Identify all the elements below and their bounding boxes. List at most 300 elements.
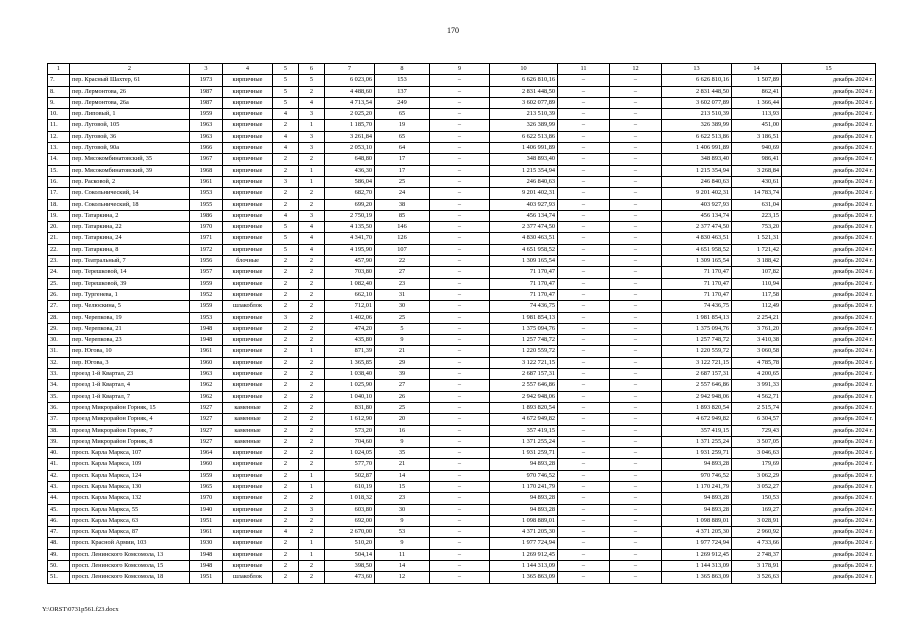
table-cell: – bbox=[558, 380, 610, 391]
table-cell: 1 bbox=[299, 549, 325, 560]
table-cell: – bbox=[610, 301, 662, 312]
table-cell: кирпичные bbox=[223, 459, 273, 470]
table-cell: 430,61 bbox=[732, 176, 782, 187]
table-cell: 5 bbox=[273, 222, 299, 233]
table-cell: 456 134,74 bbox=[490, 210, 558, 221]
table-cell: 1965 bbox=[190, 481, 223, 492]
table-cell: кирпичные bbox=[223, 97, 273, 108]
table-cell: 2 377 474,50 bbox=[662, 222, 732, 233]
table-cell: пер. Липовый, 1 bbox=[70, 109, 190, 120]
table-cell: проезд Микрорайон Горняк, 7 bbox=[70, 425, 190, 436]
table-cell: 74 436,75 bbox=[490, 301, 558, 312]
table-cell: 2 bbox=[299, 199, 325, 210]
table-cell: 5 bbox=[273, 75, 299, 86]
page-number: 170 bbox=[447, 26, 459, 35]
table-cell: декабрь 2024 г. bbox=[782, 572, 876, 583]
table-cell: 703,80 bbox=[325, 267, 375, 278]
table-row bbox=[48, 222, 876, 233]
table-row bbox=[48, 154, 876, 165]
table-cell: – bbox=[558, 335, 610, 346]
table-cell: 1 365,85 bbox=[325, 357, 375, 368]
table-cell: 2 bbox=[299, 515, 325, 526]
table-cell: декабрь 2024 г. bbox=[782, 335, 876, 346]
table-cell: 2 bbox=[299, 289, 325, 300]
table-cell: 1966 bbox=[190, 143, 223, 154]
table-cell: 326 389,99 bbox=[490, 120, 558, 131]
table-cell: 4 bbox=[299, 97, 325, 108]
table-cell: 1961 bbox=[190, 527, 223, 538]
table-row bbox=[48, 527, 876, 538]
table-cell: 1 082,40 bbox=[325, 278, 375, 289]
table-cell: 2 bbox=[299, 335, 325, 346]
table-cell: просп. Карла Маркса, 87 bbox=[70, 527, 190, 538]
table-cell: декабрь 2024 г. bbox=[782, 188, 876, 199]
table-cell: 3 bbox=[273, 312, 299, 323]
table-cell: – bbox=[610, 86, 662, 97]
table-cell: 31 bbox=[375, 289, 430, 300]
table-cell: 24 bbox=[375, 188, 430, 199]
table-cell: – bbox=[558, 256, 610, 267]
table-row bbox=[48, 131, 876, 142]
table-cell: 2 831 448,50 bbox=[490, 86, 558, 97]
table-cell: 1 893 820,54 bbox=[662, 402, 732, 413]
table-cell: – bbox=[558, 97, 610, 108]
table-cell: 27 bbox=[375, 380, 430, 391]
table-cell: 51. bbox=[48, 572, 70, 583]
table-cell: 85 bbox=[375, 210, 430, 221]
table-cell: 631,04 bbox=[732, 199, 782, 210]
table-cell: 1 309 165,54 bbox=[662, 256, 732, 267]
table-cell: 6 626 810,16 bbox=[662, 75, 732, 86]
table-cell: 38. bbox=[48, 425, 70, 436]
table-cell: 153 bbox=[375, 75, 430, 86]
table-cell: 9 bbox=[375, 335, 430, 346]
table-cell: 23 bbox=[375, 493, 430, 504]
table-row bbox=[48, 233, 876, 244]
table-cell: 9 bbox=[375, 515, 430, 526]
table-cell: декабрь 2024 г. bbox=[782, 165, 876, 176]
table-cell: – bbox=[430, 436, 490, 447]
table-cell: 435,80 bbox=[325, 335, 375, 346]
table-cell: 35. bbox=[48, 391, 70, 402]
table-cell: 2 831 448,50 bbox=[662, 86, 732, 97]
table-cell: 179,69 bbox=[732, 459, 782, 470]
table-cell: 27 bbox=[375, 267, 430, 278]
table-cell: 1959 bbox=[190, 278, 223, 289]
table-cell: 38 bbox=[375, 199, 430, 210]
table-cell: 6 626 810,16 bbox=[490, 75, 558, 86]
table-cell: 2 bbox=[299, 572, 325, 583]
table-cell: просп. Карла Маркса, 107 bbox=[70, 448, 190, 459]
table-cell: – bbox=[430, 154, 490, 165]
table-cell: 3 bbox=[299, 131, 325, 142]
housing-table bbox=[47, 63, 876, 584]
table-row bbox=[48, 391, 876, 402]
table-cell: – bbox=[558, 572, 610, 583]
column-header: 6 bbox=[299, 64, 325, 75]
table-cell: кирпичные bbox=[223, 176, 273, 187]
table-cell: 1952 bbox=[190, 289, 223, 300]
table-cell: – bbox=[610, 289, 662, 300]
table-cell: 4 651 958,52 bbox=[490, 244, 558, 255]
table-cell: 19. bbox=[48, 210, 70, 221]
table-cell: кирпичные bbox=[223, 165, 273, 176]
table-cell: кирпичные bbox=[223, 504, 273, 515]
table-cell: – bbox=[610, 97, 662, 108]
table-cell: 12. bbox=[48, 131, 70, 142]
table-cell: – bbox=[430, 549, 490, 560]
table-cell: 15. bbox=[48, 165, 70, 176]
table-cell: 223,15 bbox=[732, 210, 782, 221]
table-cell: 3 062,29 bbox=[732, 470, 782, 481]
table-cell: 42. bbox=[48, 470, 70, 481]
table-cell: – bbox=[558, 188, 610, 199]
table-cell: 1 098 889,01 bbox=[662, 515, 732, 526]
table-cell: – bbox=[430, 222, 490, 233]
table-row bbox=[48, 188, 876, 199]
table-row bbox=[48, 448, 876, 459]
table-cell: 610,19 bbox=[325, 481, 375, 492]
table-row bbox=[48, 369, 876, 380]
table-cell: 94 893,28 bbox=[662, 493, 732, 504]
table-cell: 1 220 559,72 bbox=[490, 346, 558, 357]
table-cell: 3 122 721,15 bbox=[662, 357, 732, 368]
table-cell: 1 098 889,01 bbox=[490, 515, 558, 526]
table-cell: декабрь 2024 г. bbox=[782, 289, 876, 300]
table-row bbox=[48, 380, 876, 391]
table-cell: декабрь 2024 г. bbox=[782, 357, 876, 368]
table-cell: 1963 bbox=[190, 369, 223, 380]
table-cell: 2 557 646,86 bbox=[662, 380, 732, 391]
table-cell: 249 bbox=[375, 97, 430, 108]
table-cell: 1964 bbox=[190, 448, 223, 459]
table-cell: 213 510,39 bbox=[490, 109, 558, 120]
table-cell: 2 bbox=[273, 470, 299, 481]
table-cell: проезд Микрорайон Горняк, 8 bbox=[70, 436, 190, 447]
table-cell: 8. bbox=[48, 86, 70, 97]
table-cell: пер. Мясокомбинатовский, 39 bbox=[70, 165, 190, 176]
table-cell: 65 bbox=[375, 109, 430, 120]
table-cell: 577,70 bbox=[325, 459, 375, 470]
table-cell: 504,14 bbox=[325, 549, 375, 560]
table-cell: 6 304,57 bbox=[732, 414, 782, 425]
table-cell: 11 bbox=[375, 549, 430, 560]
table-cell: пер. Сокольнический, 14 bbox=[70, 188, 190, 199]
table-cell: 32. bbox=[48, 357, 70, 368]
table-cell: 871,39 bbox=[325, 346, 375, 357]
table-cell: кирпичные bbox=[223, 199, 273, 210]
table-cell: просп. Красной Армии, 103 bbox=[70, 538, 190, 549]
table-cell: 1 bbox=[299, 176, 325, 187]
table-cell: 65 bbox=[375, 131, 430, 142]
table-cell: декабрь 2024 г. bbox=[782, 425, 876, 436]
table-row bbox=[48, 256, 876, 267]
table-cell: 71 170,47 bbox=[662, 289, 732, 300]
table-cell: 2 bbox=[273, 120, 299, 131]
table-cell: 1 269 912,45 bbox=[490, 549, 558, 560]
table-cell: 986,41 bbox=[732, 154, 782, 165]
table-cell: 18. bbox=[48, 199, 70, 210]
table-cell: 3 268,84 bbox=[732, 165, 782, 176]
column-header: 7 bbox=[325, 64, 375, 75]
table-cell: проезд 1-й Квартал, 23 bbox=[70, 369, 190, 380]
table-cell: пер. Сокольнический, 18 bbox=[70, 199, 190, 210]
table-cell: 2 bbox=[299, 448, 325, 459]
table-cell: – bbox=[558, 481, 610, 492]
table-cell: просп. Ленинского Комсомола, 18 bbox=[70, 572, 190, 583]
table-cell: пер. Расковой, 2 bbox=[70, 176, 190, 187]
table-cell: 44. bbox=[48, 493, 70, 504]
table-cell: просп. Ленинского Комсомола, 15 bbox=[70, 561, 190, 572]
table-cell: – bbox=[558, 154, 610, 165]
table-cell: 3 602 077,89 bbox=[662, 97, 732, 108]
table-cell: – bbox=[430, 561, 490, 572]
table-cell: – bbox=[430, 448, 490, 459]
table-cell: 1 040,10 bbox=[325, 391, 375, 402]
table-cell: каменные bbox=[223, 436, 273, 447]
table-cell: 4 785,78 bbox=[732, 357, 782, 368]
table-cell: 11. bbox=[48, 120, 70, 131]
table-cell: – bbox=[610, 448, 662, 459]
table-cell: каменные bbox=[223, 402, 273, 413]
table-cell: проезд Микрорайон Горняк, 15 bbox=[70, 402, 190, 413]
table-cell: 5 bbox=[375, 323, 430, 334]
table-cell: 1 521,31 bbox=[732, 233, 782, 244]
table-cell: 1 bbox=[299, 538, 325, 549]
table-cell: 14 bbox=[375, 470, 430, 481]
table-cell: – bbox=[610, 425, 662, 436]
table-cell: 940,69 bbox=[732, 143, 782, 154]
table-cell: 146 bbox=[375, 222, 430, 233]
table-cell: декабрь 2024 г. bbox=[782, 459, 876, 470]
table-cell: – bbox=[558, 357, 610, 368]
table-cell: 457,90 bbox=[325, 256, 375, 267]
table-cell: 2 bbox=[299, 256, 325, 267]
table-cell: 35 bbox=[375, 448, 430, 459]
table-cell: 2 bbox=[273, 414, 299, 425]
table-cell: 2 bbox=[299, 459, 325, 470]
table-cell: 753,20 bbox=[732, 222, 782, 233]
table-cell: – bbox=[610, 75, 662, 86]
table-cell: – bbox=[430, 109, 490, 120]
table-cell: 4 733,66 bbox=[732, 538, 782, 549]
table-row bbox=[48, 504, 876, 515]
table-cell: – bbox=[558, 323, 610, 334]
table-cell: шлакоблок bbox=[223, 572, 273, 583]
table-cell: 1 893 820,54 bbox=[490, 402, 558, 413]
table-cell: 1963 bbox=[190, 131, 223, 142]
table-cell: 29 bbox=[375, 357, 430, 368]
table-cell: 510,20 bbox=[325, 538, 375, 549]
table-cell: – bbox=[610, 244, 662, 255]
table-cell: просп. Карла Маркса, 130 bbox=[70, 481, 190, 492]
table-cell: 3 761,20 bbox=[732, 323, 782, 334]
column-header: 12 bbox=[610, 64, 662, 75]
table-cell: пер. Луговой, 36 bbox=[70, 131, 190, 142]
table-row bbox=[48, 402, 876, 413]
table-cell: декабрь 2024 г. bbox=[782, 493, 876, 504]
table-cell: 2 bbox=[299, 391, 325, 402]
table-cell: пер. Татаркина, 8 bbox=[70, 244, 190, 255]
table-cell: 1953 bbox=[190, 312, 223, 323]
table-cell: 110,94 bbox=[732, 278, 782, 289]
table-cell: декабрь 2024 г. bbox=[782, 97, 876, 108]
table-cell: 31. bbox=[48, 346, 70, 357]
table-cell: 2 515,74 bbox=[732, 402, 782, 413]
table-cell: 39 bbox=[375, 369, 430, 380]
table-cell: 20. bbox=[48, 222, 70, 233]
table-cell: 4 bbox=[299, 244, 325, 255]
table-cell: пер. Югова, 10 bbox=[70, 346, 190, 357]
table-cell: кирпичные bbox=[223, 346, 273, 357]
table-cell: 4 371 205,30 bbox=[490, 527, 558, 538]
column-header: 14 bbox=[732, 64, 782, 75]
table-cell: 48. bbox=[48, 538, 70, 549]
table-cell: – bbox=[430, 572, 490, 583]
table-cell: 4 135,50 bbox=[325, 222, 375, 233]
table-cell: пер. Красный Шахтер, 61 bbox=[70, 75, 190, 86]
table-cell: 2 bbox=[299, 312, 325, 323]
table-row bbox=[48, 97, 876, 108]
table-cell: 1 366,44 bbox=[732, 97, 782, 108]
table-cell: кирпичные bbox=[223, 391, 273, 402]
table-cell: – bbox=[610, 335, 662, 346]
table-cell: – bbox=[430, 267, 490, 278]
column-header: 15 bbox=[782, 64, 876, 75]
table-cell: 1 721,42 bbox=[732, 244, 782, 255]
table-cell: просп. Карла Маркса, 55 bbox=[70, 504, 190, 515]
table-cell: 682,70 bbox=[325, 188, 375, 199]
table-cell: – bbox=[558, 369, 610, 380]
table-cell: кирпичные bbox=[223, 188, 273, 199]
table-cell: 24. bbox=[48, 267, 70, 278]
table-cell: пер. Черепкова, 21 bbox=[70, 323, 190, 334]
table-cell: 25 bbox=[375, 176, 430, 187]
table-cell: 3 bbox=[299, 143, 325, 154]
table-cell: 4 341,70 bbox=[325, 233, 375, 244]
table-cell: 2 bbox=[273, 335, 299, 346]
table-cell: – bbox=[610, 143, 662, 154]
table-cell: 729,43 bbox=[732, 425, 782, 436]
table-cell: 9 bbox=[375, 538, 430, 549]
table-cell: 1951 bbox=[190, 572, 223, 583]
table-cell: – bbox=[610, 256, 662, 267]
table-row bbox=[48, 470, 876, 481]
column-header: 1 bbox=[48, 64, 70, 75]
table-row bbox=[48, 538, 876, 549]
column-header: 13 bbox=[662, 64, 732, 75]
table-cell: – bbox=[610, 199, 662, 210]
table-cell: – bbox=[558, 75, 610, 86]
table-cell: 357 419,15 bbox=[662, 425, 732, 436]
table-cell: кирпичные bbox=[223, 323, 273, 334]
table-cell: кирпичные bbox=[223, 312, 273, 323]
table-cell: декабрь 2024 г. bbox=[782, 256, 876, 267]
header-row bbox=[48, 64, 876, 75]
table-cell: – bbox=[610, 267, 662, 278]
table-cell: 1 170 241,79 bbox=[490, 481, 558, 492]
table-cell: – bbox=[610, 402, 662, 413]
table-cell: 26. bbox=[48, 289, 70, 300]
table-cell: пер. Луговой, 105 bbox=[70, 120, 190, 131]
table-cell: 2 bbox=[299, 267, 325, 278]
table-cell: 1971 bbox=[190, 233, 223, 244]
table-cell: – bbox=[558, 459, 610, 470]
table-cell: 1 977 724,94 bbox=[662, 538, 732, 549]
table-cell: 573,20 bbox=[325, 425, 375, 436]
table-cell: 30. bbox=[48, 335, 70, 346]
table-cell: декабрь 2024 г. bbox=[782, 515, 876, 526]
table-row bbox=[48, 210, 876, 221]
table-cell: – bbox=[430, 402, 490, 413]
table-cell: – bbox=[558, 425, 610, 436]
table-cell: декабрь 2024 г. bbox=[782, 312, 876, 323]
table-cell: 28. bbox=[48, 312, 70, 323]
table-cell: 1959 bbox=[190, 470, 223, 481]
table-cell: декабрь 2024 г. bbox=[782, 380, 876, 391]
table-cell: – bbox=[610, 538, 662, 549]
table-cell: 1953 bbox=[190, 188, 223, 199]
table-cell: декабрь 2024 г. bbox=[782, 301, 876, 312]
table-cell: 22. bbox=[48, 244, 70, 255]
table-cell: – bbox=[558, 448, 610, 459]
column-header: 9 bbox=[430, 64, 490, 75]
table-cell: – bbox=[558, 86, 610, 97]
table-cell: проезд 1-й Квартал, 7 bbox=[70, 391, 190, 402]
table-cell: – bbox=[610, 312, 662, 323]
table-cell: 5 bbox=[273, 233, 299, 244]
table-cell: – bbox=[610, 414, 662, 425]
table-cell: – bbox=[430, 188, 490, 199]
table-cell: 94 893,28 bbox=[662, 504, 732, 515]
table-cell: 94 893,28 bbox=[490, 504, 558, 515]
table-cell: – bbox=[558, 222, 610, 233]
table-row bbox=[48, 75, 876, 86]
table-cell: 970 746,52 bbox=[662, 470, 732, 481]
table-cell: 648,80 bbox=[325, 154, 375, 165]
table-cell: 692,00 bbox=[325, 515, 375, 526]
table-cell: 1 981 854,13 bbox=[490, 312, 558, 323]
table-row bbox=[48, 572, 876, 583]
table-cell: 2 687 157,31 bbox=[662, 369, 732, 380]
table-cell: 2 bbox=[299, 493, 325, 504]
table-cell: 6 622 513,86 bbox=[662, 131, 732, 142]
table-cell: кирпичные bbox=[223, 289, 273, 300]
table-cell: 213 510,39 bbox=[662, 109, 732, 120]
table-cell: – bbox=[610, 436, 662, 447]
table-cell: 1940 bbox=[190, 504, 223, 515]
table-cell: – bbox=[610, 549, 662, 560]
table-cell: декабрь 2024 г. bbox=[782, 402, 876, 413]
table-cell: – bbox=[430, 278, 490, 289]
table-cell: 71 170,47 bbox=[490, 289, 558, 300]
table-cell: 4 562,71 bbox=[732, 391, 782, 402]
table-cell: 30 bbox=[375, 301, 430, 312]
table-cell: 1 bbox=[299, 120, 325, 131]
table-cell: 1970 bbox=[190, 493, 223, 504]
table-cell: 1 185,70 bbox=[325, 120, 375, 131]
table-cell: 712,01 bbox=[325, 301, 375, 312]
table-cell: – bbox=[430, 425, 490, 436]
column-header: 2 bbox=[70, 64, 190, 75]
table-cell: декабрь 2024 г. bbox=[782, 346, 876, 357]
table-cell: 39. bbox=[48, 436, 70, 447]
table-cell: декабрь 2024 г. bbox=[782, 210, 876, 221]
table-cell: 1960 bbox=[190, 357, 223, 368]
table-cell: – bbox=[430, 289, 490, 300]
table-cell: 1 931 259,71 bbox=[490, 448, 558, 459]
table-cell: 17 bbox=[375, 154, 430, 165]
